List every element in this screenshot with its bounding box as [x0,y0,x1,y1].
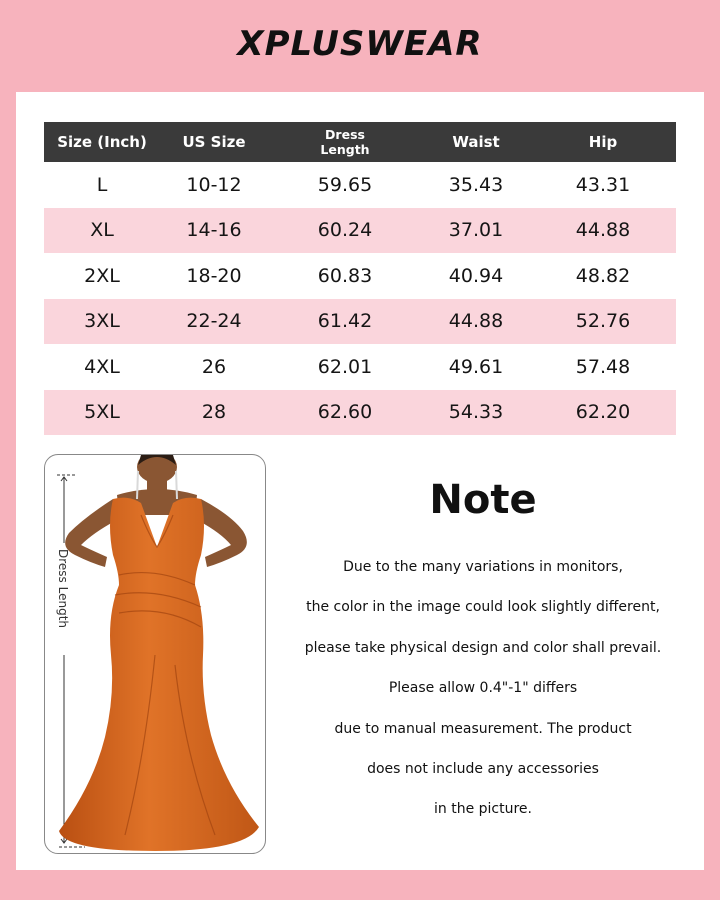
us-size-cell: 14-16 [160,208,268,254]
hip-cell: 44.88 [530,208,676,254]
note-line: please take physical design and color shall prevail. [304,639,662,656]
header-us-size: US Size [160,122,268,162]
header-size: Size (Inch) [44,122,160,162]
hip-cell: 52.76 [530,299,676,345]
size-table [44,122,676,435]
waist-cell: 44.88 [422,299,530,345]
table-row [44,390,676,436]
waist-cell: 49.61 [448,355,504,378]
header-waist: Waist [422,122,530,162]
waist-cell: 35.43 [448,173,504,196]
note-line: Due to the many variations in monitors, [343,559,623,575]
dress-length-label: Dress Length [56,549,70,629]
waist-cell: 40.94 [448,264,504,287]
us-size-cell: 22-24 [160,299,268,345]
size-chart-card [16,92,704,870]
dress-length-cell: 60.83 [317,264,373,287]
size-cell: 5XL [44,390,160,436]
hip-cell: 43.31 [575,173,631,196]
table-header-row [44,122,676,162]
us-size-cell: 18-20 [186,264,242,287]
header-dress-length-text: Dress Length [320,127,370,157]
note-line: in the picture. [434,801,532,818]
size-cell: L [96,173,108,196]
table-row [44,299,676,345]
dress-length-cell: 62.01 [317,355,373,378]
table-row [44,208,676,254]
size-cell: 2XL [84,264,120,287]
note-title: Note [429,477,537,523]
us-size-cell: 26 [201,355,227,378]
brand-logo: XPLUSWEAR [237,24,483,64]
table-row [44,162,676,208]
hip-cell: 48.82 [575,264,631,287]
table-row [44,344,676,390]
dress-length-cell: 60.24 [268,208,422,254]
waist-cell: 54.33 [422,390,530,436]
note-line: Please allow 0.4"-1" differs [388,680,578,697]
dress-photo-frame [44,454,266,854]
dress-length-cell: 61.42 [268,299,422,345]
hip-cell: 57.48 [575,355,631,378]
note-line: the color in the image could look slightly different, [306,599,660,616]
dress-illustration [45,455,265,853]
note-line: due to manual measurement. The product [334,720,632,737]
hip-cell: 62.20 [530,390,676,436]
note-line: does not include any accessories [367,760,599,777]
note-text [286,552,680,835]
size-cell: XL [44,208,160,254]
us-size-cell: 28 [160,390,268,436]
size-cell: 4XL [84,355,120,378]
dress-length-cell: 59.65 [317,173,373,196]
size-cell: 3XL [44,299,160,345]
us-size-cell: 10-12 [186,173,242,196]
header-hip: Hip [530,122,676,162]
dress-length-cell: 62.60 [268,390,422,436]
header-dress-length [268,122,422,162]
table-row [44,253,676,299]
waist-cell: 37.01 [422,208,530,254]
